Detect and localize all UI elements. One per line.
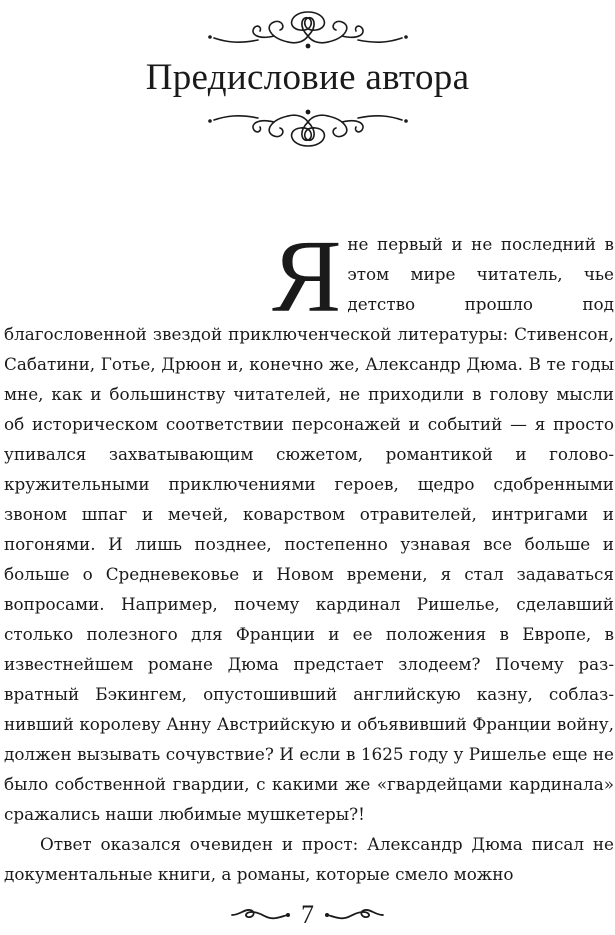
page-footer <box>0 900 615 930</box>
swirl-ornament-icon <box>325 906 385 924</box>
paragraph-text: не первый и не последний в этом мире читатель, чье детство прошло под благословенной звездой приключенческой литературы: Стивенсон, Сабатини, Готье, Дрюон и, конечно же, Александр Дюма. В те годы мне, как и большинству читателей, не приходили в голову мысли об историческом соответствии персонажей и событий — я просто упивался захватывающим сюжетом, романтикой и головокружительными приключениями героев, щедро сдобренными звоном шпаг и мечей, коварством отравителей, интригами и погонями. И лишь позднее, постепенно узнавая все больше и больше о Средневековье и Новом времени, я стал задаваться вопросами. Например, почему кардинал Ришелье, сделавший столько полезного для Франции и ее положения в Европе, в известнейшем романе Дюма предстает злодеем? Почему развратный Бэкингем, опустошивший английскую казну, соблазнивший королеву Анну Австрийскую и объявивший Франции войну, должен вызывать сочувствие? И если в 1625 году у Ришелье еще не было собственной гвардии, с какими же «гвардейцами кардинала» сражались наши любимые мушкетеры?! <box>4 234 614 824</box>
body-text <box>4 219 614 889</box>
paragraph: Ответ оказался очевиден и прост: Александр Дюма писал не документальные книги, а романы, которые смело можно <box>4 834 614 884</box>
flourish-ornament-icon <box>158 6 458 50</box>
paragraph <box>4 219 614 829</box>
drop-cap: Я <box>272 219 342 334</box>
flourish-ornament-icon <box>158 102 458 152</box>
page-number: 7 <box>301 900 314 929</box>
page-title: Предисловие автора <box>145 57 470 98</box>
